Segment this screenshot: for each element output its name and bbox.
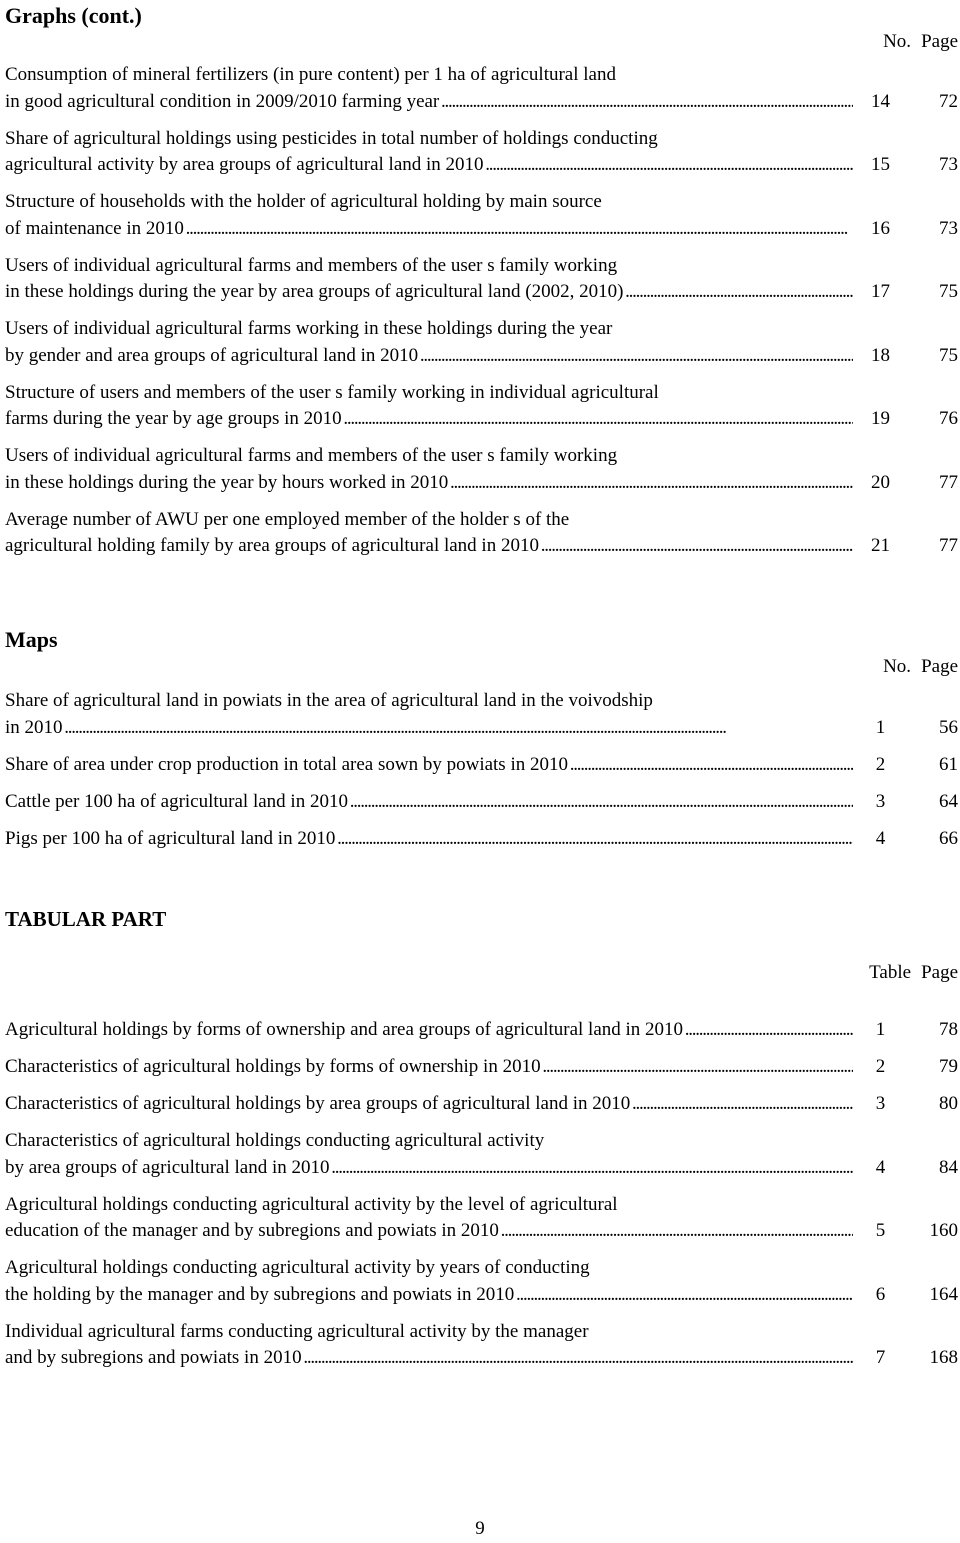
toc-entry-number: 4	[875, 827, 886, 849]
toc-entry-title-line: Consumption of mineral fertilizers (in pure content) per 1 ha of agricultural land	[5, 64, 616, 85]
toc-entry-title-line: Characteristics of agricultural holdings by forms of ownership in 2010 . . .	[5, 1054, 853, 1081]
toc-entry-title-line: in good agricultural condition in 2009/2010 farming year . . .	[5, 89, 853, 116]
toc-entry-title-line: Users of individual agricultural farms and members of the user s family working	[5, 445, 618, 466]
toc-entry-title-line: in these holdings during the year by hours worked in 2010 . . .	[5, 470, 853, 497]
graphs-section	[5, 2, 958, 570]
toc-entry-page: 75	[939, 344, 958, 366]
toc-entry-title-line: agricultural activity by area groups of agricultural land in 2010 . . .	[5, 152, 853, 179]
toc-entry-title-line: Characteristics of agricultural holdings by area groups of agricultural land in 2010 . . .	[5, 1091, 853, 1118]
toc-entry-title-line: Characteristics of agricultural holdings conducting agricultural activity	[5, 1130, 545, 1151]
toc-entry-title-line: and by subregions and powiats in 2010 . . .	[5, 1345, 853, 1372]
toc-entry	[5, 752, 958, 779]
toc-entry-page: 75	[939, 281, 958, 302]
toc-entry	[5, 443, 958, 496]
maps-section	[5, 626, 958, 863]
toc-entry-title-line: Users of individual agricultural farms working in these holdings during the year	[5, 318, 613, 339]
graphs-column-header	[883, 29, 958, 56]
maps-column-header	[883, 654, 958, 681]
toc-entry-title	[5, 1091, 853, 1118]
column-page-label: Page	[921, 656, 958, 677]
toc-entry-number: 7	[875, 1347, 886, 1368]
toc-entry	[5, 253, 958, 306]
toc-entry-title	[5, 1017, 853, 1044]
toc-entry-title-line: in these holdings during the year by area groups of agricultural land (2002, 2010) . . .	[5, 279, 853, 306]
toc-entry	[5, 688, 958, 741]
toc-entry-title	[5, 1319, 853, 1372]
toc-entry-page: 72	[939, 90, 958, 112]
toc-entry-title	[5, 253, 853, 306]
toc-entry	[5, 826, 958, 853]
toc-entry-title-line: by gender and area groups of agricultural land in 2010 . . .	[5, 343, 853, 370]
toc-entry-title	[5, 688, 853, 741]
column-page-label: Page	[921, 962, 958, 983]
graphs-entry-list	[5, 62, 958, 560]
toc-entry-page: 73	[939, 154, 958, 175]
toc-entry-title-line: in 2010 . . .	[5, 715, 853, 742]
toc-entry-number: 19	[871, 408, 890, 429]
toc-entry-title	[5, 316, 853, 369]
toc-entry	[5, 1255, 958, 1308]
toc-entry-number: 16	[871, 217, 890, 239]
column-no-label: No.	[883, 31, 912, 52]
column-no-label: No.	[883, 656, 912, 677]
toc-entry-page: 164	[929, 1283, 958, 1305]
toc-entry-title-line: Users of individual agricultural farms and members of the user s family working	[5, 254, 618, 276]
toc-entry-number: 2	[875, 753, 886, 775]
toc-entry-page: 66	[939, 827, 958, 849]
toc-entry-page: 73	[939, 217, 958, 239]
toc-entry	[5, 1091, 958, 1118]
toc-entry-page: 80	[939, 1093, 958, 1114]
toc-entry-title-line: Agricultural holdings by forms of ownership and area groups of agricultural land in 2010 . . .	[5, 1017, 853, 1044]
toc-entry-page: 64	[939, 790, 958, 812]
tabular-section	[5, 905, 958, 1382]
toc-entry-title	[5, 507, 853, 560]
toc-entry-number: 1	[875, 1019, 886, 1040]
tabular-entry-list	[5, 1017, 958, 1372]
toc-entry-title-line: farms during the year by age groups in 2010 . . .	[5, 406, 853, 433]
toc-entry-page: 77	[939, 471, 958, 493]
toc-entry-title	[5, 189, 853, 242]
toc-entry-number: 21	[871, 535, 890, 556]
toc-entry-number: 17	[871, 281, 890, 302]
toc-entry-title	[5, 443, 853, 496]
toc-entry-page: 168	[929, 1347, 958, 1368]
toc-entry-title-line: Agricultural holdings conducting agricultural activity by the level of agricultural	[5, 1193, 618, 1215]
toc-entry-page: 79	[939, 1056, 958, 1077]
toc-entry-number: 4	[875, 1156, 886, 1178]
toc-entry-title	[5, 752, 853, 779]
toc-entry-title-line: Structure of users and members of the user s family working in individual agricultural	[5, 381, 659, 403]
toc-entry-title-line: Structure of households with the holder of agricultural holding by main source	[5, 191, 602, 212]
toc-entry	[5, 316, 958, 369]
toc-entry-number: 5	[875, 1220, 886, 1241]
toc-entry-title-line: Share of area under crop production in total area sown by powiats in 2010 . . .	[5, 752, 853, 779]
toc-entry-title-line: education of the manager and by subregions and powiats in 2010 . . .	[5, 1218, 853, 1245]
toc-entry-title-line: of maintenance in 2010 . . .	[5, 216, 853, 243]
toc-entry-number: 14	[871, 90, 890, 112]
column-table-label: Table	[869, 962, 912, 983]
toc-entry-number: 15	[871, 154, 890, 175]
toc-entry-title	[5, 826, 853, 853]
tabular-heading: TABULAR PART	[5, 907, 167, 931]
toc-entry-title	[5, 380, 853, 433]
column-page-label: Page	[921, 31, 958, 52]
toc-entry-number: 3	[875, 790, 886, 812]
toc-entry-title-line: Share of agricultural holdings using pesticides in total number of holdings conducting	[5, 127, 658, 149]
toc-entry-title-line: Cattle per 100 ha of agricultural land in 2010 . . .	[5, 789, 853, 816]
toc-entry	[5, 1017, 958, 1044]
toc-entry-page: 84	[939, 1156, 958, 1178]
toc-entry	[5, 1054, 958, 1081]
toc-entry-title-line: by area groups of agricultural land in 2010 . . .	[5, 1155, 853, 1182]
toc-entry	[5, 380, 958, 433]
toc-entry-title-line: Pigs per 100 ha of agricultural land in 2010 . . .	[5, 826, 853, 853]
toc-entry-title	[5, 126, 853, 179]
toc-entry-number: 3	[875, 1093, 886, 1114]
toc-entry-page: 77	[939, 535, 958, 556]
toc-entry-number: 6	[875, 1283, 886, 1305]
toc-entry	[5, 1192, 958, 1245]
toc-entry-title-line: the holding by the manager and by subregions and powiats in 2010 . . .	[5, 1282, 853, 1309]
page-number: 9	[475, 1518, 485, 1539]
toc-entry-title-line: Share of agricultural land in powiats in the area of agricultural land in the voivodship	[5, 690, 653, 711]
toc-entry	[5, 189, 958, 242]
toc-entry	[5, 507, 958, 560]
toc-entry	[5, 1319, 958, 1372]
toc-entry-page: 56	[939, 716, 958, 738]
toc-entry-title-line: Individual agricultural farms conducting agricultural activity by the manager	[5, 1320, 589, 1342]
toc-entry-title-line: Average number of AWU per one employed member of the holder s of the	[5, 508, 570, 530]
toc-entry-title	[5, 1255, 853, 1308]
toc-entry	[5, 62, 958, 115]
toc-entry	[5, 789, 958, 816]
maps-heading: Maps	[5, 627, 58, 652]
toc-entry-title	[5, 789, 853, 816]
tabular-column-header	[869, 960, 958, 987]
toc-entry	[5, 1128, 958, 1181]
toc-entry-title	[5, 1192, 853, 1245]
toc-entry-number: 18	[871, 344, 890, 366]
maps-entry-list	[5, 688, 958, 852]
toc-entry-title-line: Agricultural holdings conducting agricultural activity by years of conducting	[5, 1257, 590, 1278]
toc-entry-page: 61	[939, 753, 958, 775]
toc-entry-title	[5, 1128, 853, 1181]
toc-entry-title	[5, 62, 853, 115]
toc-entry-number: 20	[871, 471, 890, 493]
toc-entry-number: 2	[875, 1056, 886, 1077]
toc-entry-page: 160	[929, 1220, 958, 1241]
toc-entry-page: 76	[939, 408, 958, 429]
toc-entry-title-line: agricultural holding family by area groups of agricultural land in 2010 . . .	[5, 533, 853, 560]
toc-entry	[5, 126, 958, 179]
graphs-heading: Graphs (cont.)	[5, 3, 142, 28]
toc-entry-number: 1	[875, 716, 886, 738]
toc-entry-title	[5, 1054, 853, 1081]
toc-entry-page: 78	[939, 1019, 958, 1040]
